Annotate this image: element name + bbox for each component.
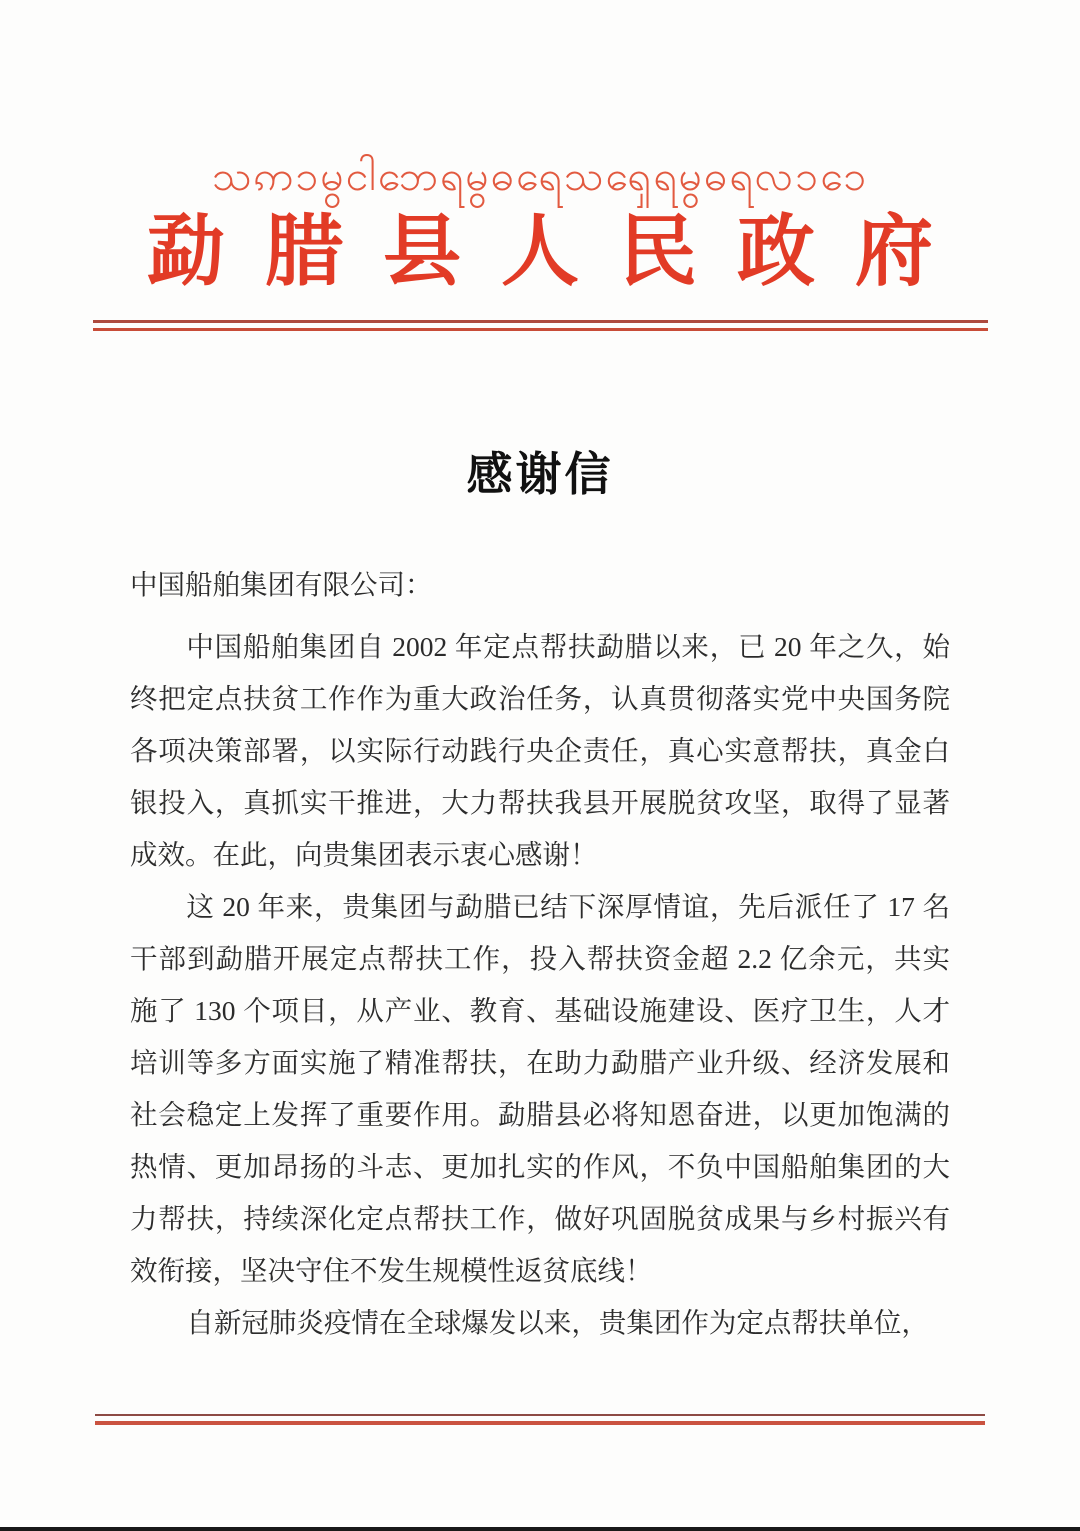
letter-body	[130, 559, 950, 1349]
body-line: 成效。在此，向贵集团表示衷心感谢！	[130, 839, 598, 870]
body-line: 各项决策部署，以实际行动践行央企责任，真心实意帮扶，真金白	[130, 735, 950, 766]
scan-bottom-edge	[0, 1527, 1080, 1531]
letter-paragraphs	[130, 621, 950, 1349]
header-double-rule	[93, 320, 988, 331]
government-title: 勐腊县人民政府	[146, 208, 973, 295]
body-line: 自新冠肺炎疫情在全球爆发以来，贵集团作为定点帮扶单位，	[186, 1307, 929, 1338]
header-rule-bottom-line	[93, 328, 988, 331]
body-line: 终把定点扶贫工作作为重大政治任务，认真贯彻落实党中央国务院	[130, 683, 950, 714]
salutation: 中国船舶集团有限公司：	[130, 569, 433, 600]
body-line: 银投入，真抓实干推进，大力帮扶我县开展脱贫攻坚，取得了显著	[130, 787, 950, 818]
letterhead	[0, 150, 1080, 331]
body-line: 中国船舶集团自 2002 年定点帮扶勐腊以来，已 20 年之久，始	[186, 631, 950, 662]
letter-title: 感谢信	[466, 449, 614, 500]
paragraph	[130, 881, 950, 1297]
body-line: 热情、更加昂扬的斗志、更加扎实的作风，不负中国船舶集团的大	[130, 1151, 950, 1182]
body-line: 施了 130 个项目，从产业、教育、基础设施建设、医疗卫生，人才	[130, 995, 950, 1026]
paragraph	[130, 1297, 950, 1349]
body-line: 效衔接，坚决守住不发生规模性返贫底线！	[130, 1255, 653, 1286]
body-line: 力帮扶，持续深化定点帮扶工作，做好巩固脱贫成果与乡村振兴有	[130, 1203, 950, 1234]
body-line: 社会稳定上发挥了重要作用。勐腊县必将知恩奋进，以更加饱满的	[130, 1099, 950, 1130]
dai-script-line: သဢၥမွငါဘေရမွဓရေသၡေရမွဓရလၥ၁ေ	[211, 153, 869, 199]
body-line: 干部到勐腊开展定点帮扶工作，投入帮扶资金超 2.2 亿余元，共实	[130, 943, 950, 974]
paragraph	[130, 621, 950, 881]
footer-double-rule	[95, 1414, 985, 1425]
body-line: 这 20 年来，贵集团与勐腊已结下深厚情谊，先后派任了 17 名	[186, 891, 950, 922]
footer-rule-bottom-line	[95, 1421, 985, 1425]
body-line: 培训等多方面实施了精准帮扶，在助力勐腊产业升级、经济发展和	[130, 1047, 950, 1078]
